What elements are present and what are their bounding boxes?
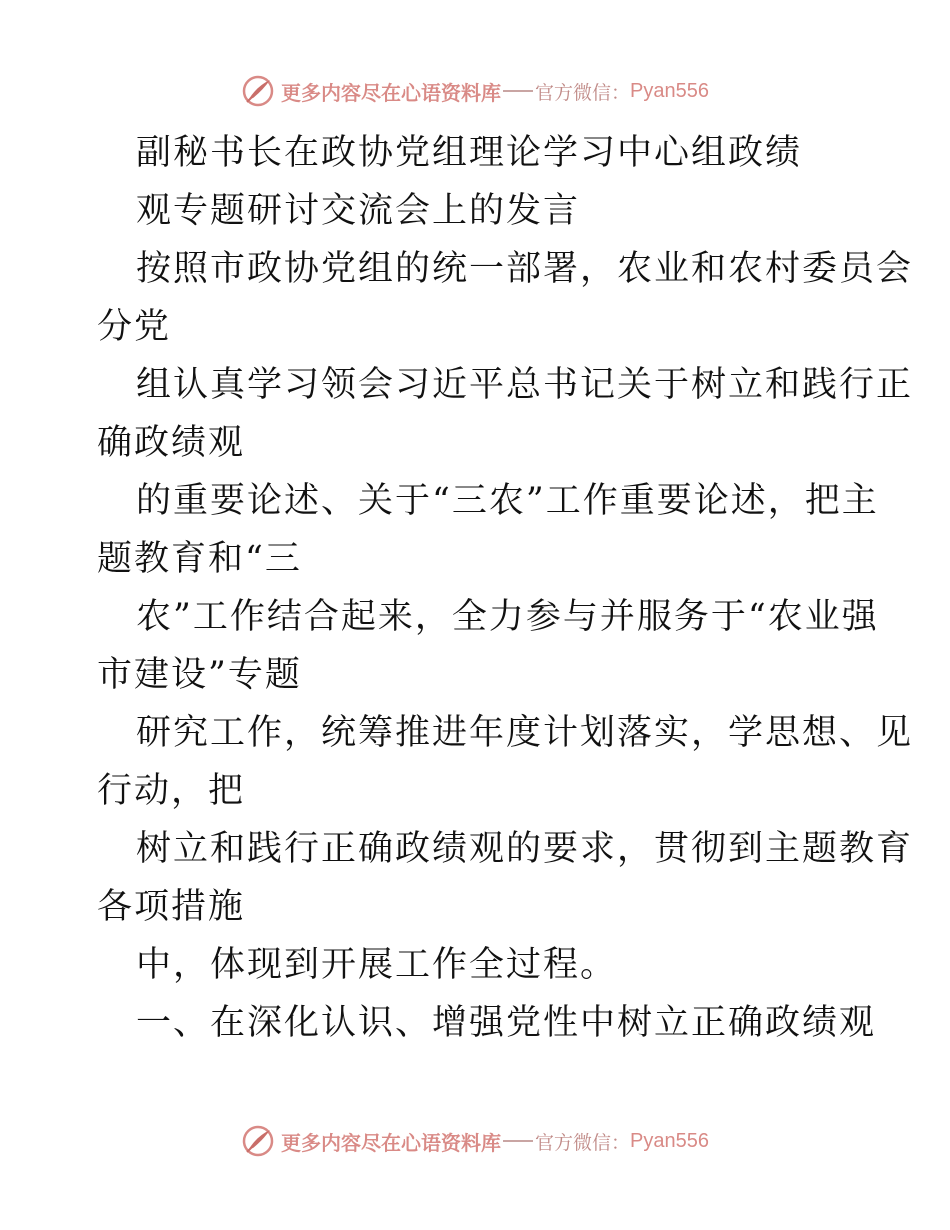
watermark-main-text: 更多内容尽在心语资料库 xyxy=(281,1130,501,1155)
text-line: 的重要论述、关于“三农”工作重要论述，把主 xyxy=(136,481,879,521)
quill-logo-icon xyxy=(241,1124,275,1158)
quill-logo-icon xyxy=(241,74,275,108)
text-line: 市建设”专题 xyxy=(97,655,302,695)
text-line: 观专题研讨交流会上的发言 xyxy=(136,191,581,231)
watermark-wechat-id: Pyan556 xyxy=(630,79,709,102)
watermark-wechat-id: Pyan556 xyxy=(630,1129,709,1152)
footer-watermark xyxy=(0,1121,950,1161)
text-line: 树立和践行正确政绩观的要求，贯彻到主题教育 xyxy=(136,829,914,869)
watermark-sub-text: 官方微信： xyxy=(535,1131,631,1154)
document-body xyxy=(97,124,914,1052)
text-line: 各项措施 xyxy=(97,887,246,927)
header-watermark xyxy=(0,71,950,111)
watermark-dash xyxy=(503,1140,533,1142)
text-line: 农”工作结合起来，全力参与并服务于“农业强 xyxy=(136,597,879,637)
text-line: 研究工作，统筹推进年度计划落实，学思想、见 xyxy=(136,713,914,753)
text-line: 中，体现到开展工作全过程。 xyxy=(136,945,618,985)
text-line: 分党 xyxy=(97,307,172,347)
text-line: 题教育和“三 xyxy=(97,539,302,579)
text-line: 一、在深化认识、增强党性中树立正确政绩观 xyxy=(136,1003,877,1043)
text-line: 组认真学习领会习近平总书记关于树立和践行正 xyxy=(136,365,914,405)
text-line: 确政绩观 xyxy=(97,423,246,463)
watermark-sub-text: 官方微信： xyxy=(535,81,631,104)
text-line: 行动，把 xyxy=(97,771,246,811)
text-line: 按照市政协党组的统一部署，农业和农村委员会 xyxy=(136,249,914,289)
watermark-dash xyxy=(503,90,533,92)
watermark-main-text: 更多内容尽在心语资料库 xyxy=(281,80,501,105)
text-line: 副秘书长在政协党组理论学习中心组政绩 xyxy=(136,133,803,173)
